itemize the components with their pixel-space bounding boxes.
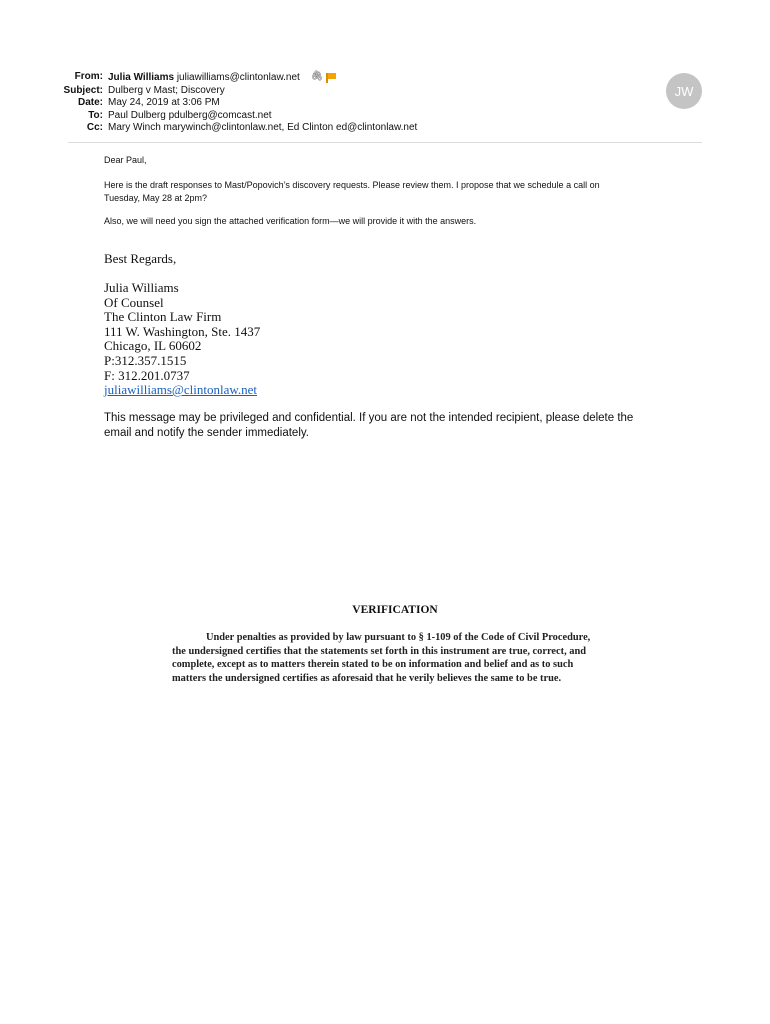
body-paragraph-1: [104, 179, 674, 204]
flag-icon[interactable]: [326, 73, 336, 82]
signature-address-2: Chicago, IL 60602: [104, 338, 202, 354]
subject-value: Dulberg v Mast; Discovery: [108, 84, 225, 96]
verification-line-3: complete, except as to matters therein stated to be on information and belief and as to such: [172, 659, 574, 671]
signature-firm: The Clinton Law Firm: [104, 309, 222, 325]
verification-line-1: Under penalties as provided by law pursuant to § 1-109 of the Code of Civil Procedure,: [206, 632, 591, 643]
disclaimer-line-1: This message may be privileged and confidential. If you are not the intended recipient, please delete the: [104, 412, 634, 424]
body-paragraph-1-line-2: Tuesday, May 28 at 2pm?: [104, 192, 208, 203]
cc-label: Cc:: [86, 122, 103, 134]
cc-value[interactable]: Mary Winch marywinch@clintonlaw.net, Ed Clinton ed@clintonlaw.net: [108, 122, 418, 134]
date-value: May 24, 2019 at 3:06 PM: [108, 97, 220, 109]
avatar[interactable]: JW: [666, 73, 702, 109]
from-label: From:: [74, 71, 103, 82]
body-paragraph-1-line-1: Here is the draft responses to Mast/Popovich’s discovery requests. Please review them. I propose that we schedule a call on: [104, 180, 600, 190]
body-paragraph-2: Also, we will need you sign the attached verification form—we will provide it with the answers.: [104, 216, 477, 226]
signature-name: Julia Williams: [104, 280, 179, 295]
to-label: To:: [88, 109, 103, 121]
paperclip-icon[interactable]: 🖇: [310, 71, 324, 82]
signature-email-link[interactable]: juliawilliams@clintonlaw.net: [104, 382, 258, 398]
signature-address-1: 111 W. Washington, Ste. 1437: [104, 323, 261, 339]
sender-name[interactable]: Julia Williams: [108, 71, 175, 83]
email-header: [0, 71, 770, 135]
verification-title: VERIFICATION: [352, 604, 438, 616]
signature-title: Of Counsel: [104, 294, 164, 310]
disclaimer-line-2: email and notify the sender immediately.: [104, 427, 309, 439]
cc-row: [0, 122, 770, 135]
header-divider: [68, 142, 702, 143]
sender-email[interactable]: juliawilliams@clintonlaw.net: [176, 71, 300, 83]
signature-phone: P:312.357.1515: [104, 352, 187, 368]
to-value[interactable]: Paul Dulberg pdulberg@comcast.net: [108, 109, 272, 121]
date-label: Date:: [77, 97, 103, 109]
signature-block: [104, 281, 260, 398]
date-row: [0, 97, 770, 110]
to-row: [0, 110, 770, 123]
subject-label: Subject:: [63, 84, 103, 96]
closing: Best Regards,: [104, 251, 177, 266]
from-row: [0, 71, 770, 85]
verification-line-2: the undersigned certifies that the statements set forth in this instrument are true, correct, and: [172, 645, 587, 657]
verification-text: [172, 631, 612, 686]
verification-line-4: matters the undersigned certifies as aforesaid that he verily believes the same to be true.: [172, 673, 562, 685]
signature-fax: F: 312.201.0737: [104, 367, 190, 383]
confidentiality-disclaimer: [104, 411, 674, 441]
greeting: Dear Paul,: [104, 155, 147, 165]
subject-row: [0, 85, 770, 98]
